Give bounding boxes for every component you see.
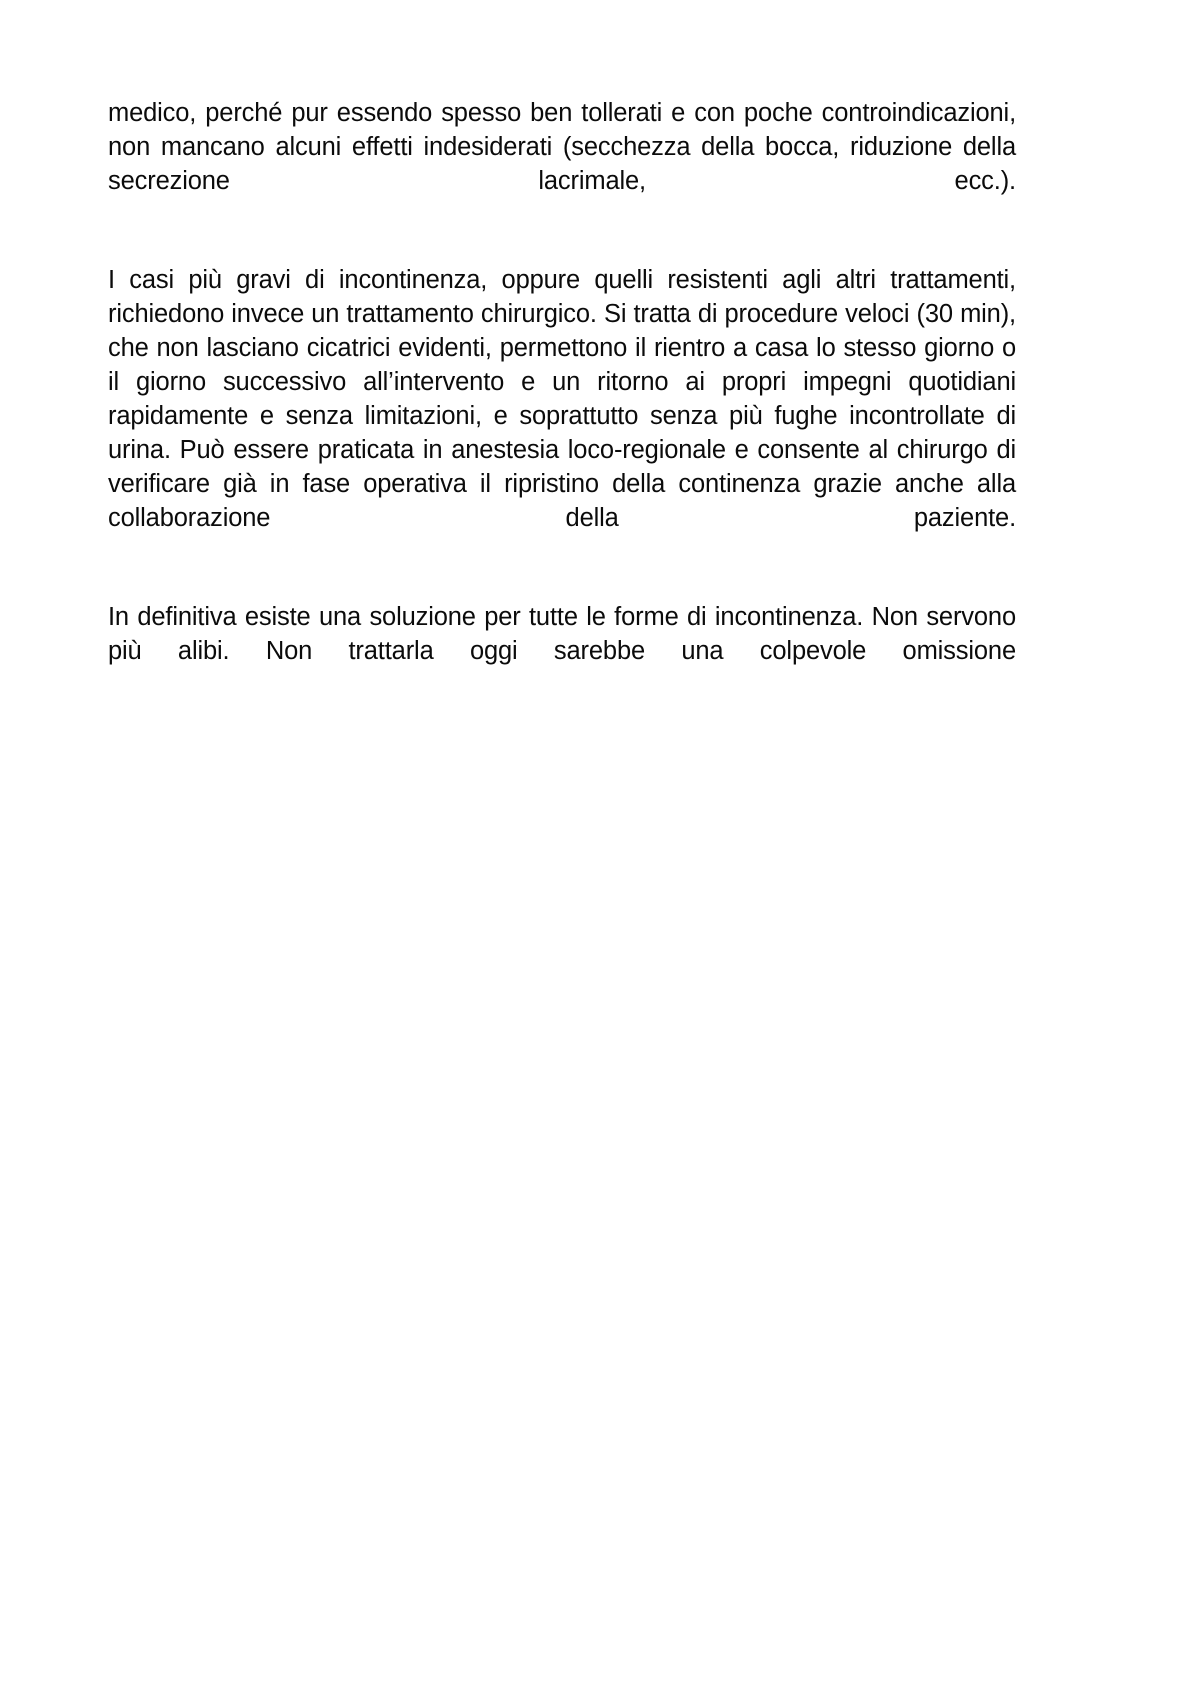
paragraph-2: I casi più gravi di incontinenza, oppure quelli resistenti agli altri trattamenti, richiedono invece un trattamento chirurgico. Si tratta di procedure veloci (30 min), che non lasciano cicatrici evidenti, permettono il rientro a casa lo stesso giorno o il giorno successivo all’intervento e un ritorno ai propri impegni quotidiani rapidamente e senza limitazioni, e soprattutto senza più fughe incontrollate di urina. Può essere praticata in anestesia loco-regionale e consente al chirurgo di verificare già in fase operativa il ripristino della continenza grazie anche alla collaborazione della paziente. xyxy=(108,266,1016,532)
blank-page-area xyxy=(0,700,1201,1697)
paragraph-3: In definitiva esiste una soluzione per tutte le forme di incontinenza. Non servono più alibi. Non trattarla oggi sarebbe una colpevole omissione xyxy=(108,603,1016,665)
paragraph-1: medico, perché pur essendo spesso ben tollerati e con poche controindicazioni, non mancano alcuni effetti indesiderati (secchezza della bocca, riduzione della secrezione lacrimale, ecc.). xyxy=(108,99,1016,195)
document-text-body xyxy=(108,96,1016,702)
